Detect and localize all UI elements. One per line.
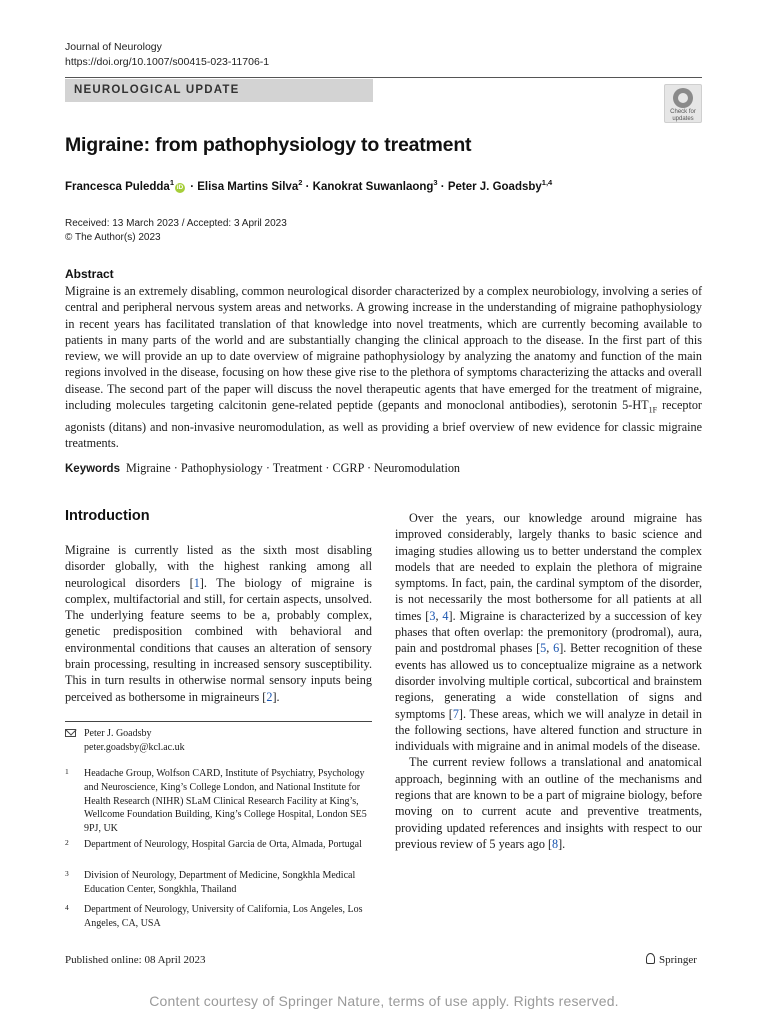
copyright-notice: © The Author(s) 2023 — [65, 232, 161, 243]
paragraph: The current review follows a translational and anatomical approach, beginning with an outline of the mechanisms and regions that are known to be a part of migraine biology, before moving on to current acute and preventive treatments, providing updated references and insights with respect to our previous review of 5 years ago [8]. — [395, 755, 702, 851]
left-column-text — [65, 542, 372, 705]
article-dates — [65, 217, 287, 245]
right-column-text — [395, 510, 702, 852]
affiliation-number: 2 — [65, 838, 69, 847]
author-separator: · — [437, 180, 448, 193]
author-name[interactable]: Peter J. Goadsby — [447, 180, 542, 193]
courtesy-notice: Content courtesy of Springer Nature, terms of use apply. Rights reserved. — [149, 993, 619, 1009]
author-affiliation-sup: 1,4 — [541, 178, 553, 187]
journal-name: Journal of Neurology — [65, 41, 162, 53]
footnote-rule — [65, 721, 372, 722]
affiliation — [65, 903, 372, 931]
author-affiliation-sup: 1 — [169, 178, 174, 187]
citation-link[interactable]: 8 — [552, 836, 559, 851]
springer-logo — [646, 953, 697, 966]
received-accepted-dates: Received: 13 March 2023 / Accepted: 3 April 2023 — [65, 218, 287, 229]
author-separator: · — [302, 180, 313, 193]
affiliation-text: Headache Group, Wolfson CARD, Institute of Psychiatry, Psychology and Neuroscience, King’s College London, and National Institute for Health Research (NIHR) SLaM Clinical Research Facility at King’s, Wellcome Foundation Building, King’s College Hospital, London SE5 9PJ, UK — [84, 768, 367, 835]
corresponding-author-name: Peter J. Goadsby — [84, 728, 152, 739]
author-affiliation-sup: 3 — [433, 178, 438, 187]
affiliation — [65, 869, 372, 897]
check-updates-icon — [673, 88, 693, 108]
affiliation — [65, 838, 372, 852]
author-name[interactable]: Francesca Puledda — [65, 180, 170, 193]
affiliation-text: Division of Neurology, Department of Medicine, Songkhla Medical Education Center, Songkhla, Thailand — [84, 870, 356, 895]
abstract-text: Migraine is an extremely disabling, common neurological disorder characterized by a complex neurobiology, involving a series of central and peripheral nervous system areas and networks. A growing increase in the understanding of migraine pathophysiology in recent years has facilitated translation of that knowledge into novel treatments, which are currently becoming available to patients in many parts of the world and are substantially changing the clinical approach to the disease. In the first part of this review, we will provide an up to date overview of migraine pathophysiology by analyzing the anatomy and function of the main regions involved in the disease, focusing on how these give rise to the plethora of symptoms characterizing the attacks and overall disease. The second part of the paper will discuss the novel therapeutic agents that have emerged for the treatment of migraine, including molecules targeting calcitonin gene-related peptide (gepants and monoclonal antibodies), serotonin $5-HT_{1F}$ receptor agonists (ditans) and non-invasive neuromodulation, as well as providing a brief overview of new evidence for classic migraine treatments. — [65, 284, 702, 451]
author-list — [65, 178, 552, 193]
author-affiliation-sup: 2 — [298, 178, 303, 187]
affiliation — [65, 767, 372, 836]
check-for-updates-button[interactable] — [664, 84, 702, 123]
author-name[interactable]: Kanokrat Suwanlaong — [312, 180, 434, 193]
author-name[interactable]: Elisa Martins Silva — [197, 180, 299, 193]
check-updates-label: Check for updates — [670, 109, 696, 122]
citation-link[interactable]: 7 — [452, 706, 459, 721]
keywords — [65, 461, 460, 476]
keywords-label: Keywords — [65, 463, 120, 475]
doi-link[interactable]: https://doi.org/10.1007/s00415-023-11706-1 — [65, 56, 270, 68]
article-title: Migraine: from pathophysiology to treatment — [65, 134, 472, 156]
citation-link[interactable]: 6 — [553, 641, 560, 656]
citation-link[interactable]: 5 — [540, 641, 547, 656]
affiliation-text: Department of Neurology, Hospital Garcia de Orta, Almada, Portugal — [84, 839, 362, 850]
citation-link[interactable]: 2 — [266, 689, 273, 704]
citation-link[interactable]: 1 — [193, 575, 200, 590]
section-banner: NEUROLOGICAL UPDATE — [65, 79, 373, 102]
affiliation-number: 4 — [65, 903, 69, 912]
keywords-list: Migraine · Pathophysiology · Treatment · CGRP · Neuromodulation — [126, 461, 461, 475]
orcid-icon[interactable]: iD — [176, 183, 184, 191]
author-separator: · — [187, 180, 198, 193]
affiliation-text: Department of Neurology, University of California, Los Angeles, Los Angeles, CA, USA — [84, 904, 363, 929]
envelope-icon — [65, 729, 76, 737]
affiliation-number: 1 — [65, 767, 69, 776]
header-rule — [65, 77, 702, 78]
publisher-name: Springer — [659, 954, 697, 966]
corresponding-author-email[interactable]: peter.goadsby@kcl.ac.uk — [84, 742, 185, 753]
corresponding-author — [65, 727, 185, 755]
springer-horse-icon — [646, 953, 655, 964]
paragraph: Over the years, our knowledge around migraine has improved considerably, largely thanks to basic science and imaging studies allowing us to better understand the complex models that are needed to explain the plethora of migraine symptoms. In fact, pain, the cardinal symptom of the disorder, is not necessarily the most bothersome for all patients at all times [3, 4]. Migraine is characterized by a succession of key phases that often overlap: the premonitory (prodromal), aura, pain and postdromal phases [5, 6]. Better recognition of these events has allowed us to conceptualize migraine as a network disorder involving multiple cortical, subcortical and brainstem regions, generating a wide constellation of signs and symptoms [7]. These areas, which we will analyze in detail in the following sections, have altered function and structure in individuals with migraine and in animal models of the disease. — [395, 511, 703, 754]
journal-header — [65, 40, 269, 70]
abstract-heading: Abstract — [65, 267, 114, 281]
paragraph: Migraine is currently listed as the sixth most disabling disorder globally, with the highest ranking among all neurological disorders [1]. The biology of migraine is complex, multifactorial and still, for certain aspects, unsolved. The underlying feature seems to be a, probably complex, genetic predisposition combined with behavioral and environmental conditions that causes an alteration of sensory brain processing, resulting in increased sensory susceptibility. This in turn results in otherwise normal sensory inputs being perceived as bothersome in migraineurs [2]. — [65, 543, 373, 704]
affiliation-number: 3 — [65, 869, 69, 878]
citation-link[interactable]: 3 — [429, 608, 436, 623]
introduction-heading: Introduction — [65, 508, 150, 524]
citation-link[interactable]: 4 — [442, 608, 449, 623]
published-online-date: Published online: 08 April 2023 — [65, 954, 206, 966]
